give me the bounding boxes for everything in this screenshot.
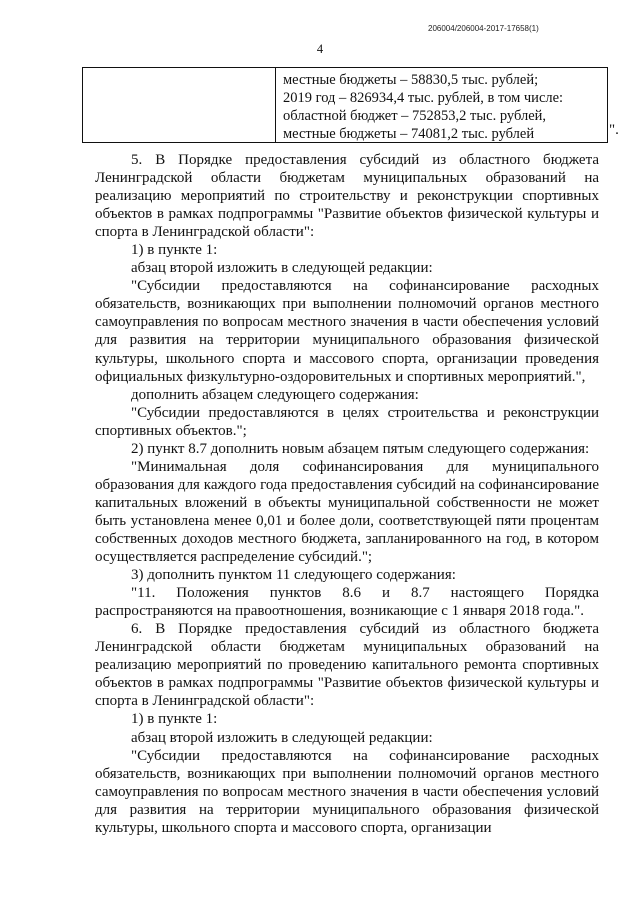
paragraph: 3) дополнить пунктом 11 следующего содержания: bbox=[131, 567, 456, 584]
page-number: 4 bbox=[316, 42, 324, 56]
paragraph: 2) пункт 8.7 дополнить новым абзацем пятым следующего содержания: bbox=[131, 440, 590, 457]
paragraph: "Минимальная доля софинансирования для муниципального образования для каждого года предоставления субсидий на софинансирование капитальных вложений в объекты муниципальной собственности не может быть установлена менее 0,01 и более доли, соответствующей пяти процентам собственных доходов местного бюджета, запланированного на год, в котором осуществляется распределение субсидий."; bbox=[95, 458, 599, 566]
table-cell-funding bbox=[283, 71, 601, 143]
closing-quote-mark: ". bbox=[609, 122, 619, 138]
paragraph: 6. В Порядке предоставления субсидий из областного бюджета Ленинградской области бюджетам муниципальных образований на реализацию мероприятий по проведению капитального ремонта спортивных объектов в рамках подпрограммы "Развитие объектов физической культуры и спорта в Ленинградской области": bbox=[95, 621, 599, 710]
table-column-divider bbox=[275, 68, 276, 142]
paragraph: 1) в пункте 1: bbox=[131, 711, 218, 728]
table-line: местные бюджеты – 58830,5 тыс. рублей; bbox=[283, 72, 539, 88]
table-line: областной бюджет – 752853,2 тыс. рублей, bbox=[283, 108, 547, 124]
table-line: 2019 год – 826934,4 тыс. рублей, в том числе: bbox=[283, 90, 564, 106]
paragraph: абзац второй изложить в следующей редакции: bbox=[131, 729, 433, 746]
continuation-table bbox=[82, 67, 608, 143]
paragraph: 5. В Порядке предоставления субсидий из областного бюджета Ленинградской области бюджетам муниципальных образований на реализацию мероприятий по строительству и реконструкции спортивных объектов в рамках подпрограммы "Развитие объектов физической культуры и спорта в Ленинградской области": bbox=[95, 152, 599, 241]
document-id: 206004/206004-2017-17658(1) bbox=[428, 24, 539, 33]
paragraph: "Субсидии предоставляются в целях строительства и реконструкции спортивных объектов."; bbox=[95, 404, 599, 439]
paragraph: "Субсидии предоставляются на софинансирование расходных обязательств, возникающих при выполнении полномочий органов местного самоуправления по вопросам местного значения в части обеспечения условий для развития на территории муниципального образования физической культуры, школьного спорта и массового спорта, организации проведения официальных физкультурно-оздоровительных и спортивных мероприятий.", bbox=[95, 278, 599, 385]
paragraph: абзац второй изложить в следующей редакции: bbox=[131, 260, 433, 277]
paragraph: 1) в пункте 1: bbox=[131, 242, 218, 259]
paragraph: дополнить абзацем следующего содержания: bbox=[131, 386, 419, 403]
paragraph: "11. Положения пунктов 8.6 и 8.7 настоящего Порядка распространяются на правоотношения, возникающие с 1 января 2018 года.". bbox=[95, 585, 599, 620]
document-body bbox=[95, 151, 599, 837]
table-line: местные бюджеты – 74081,2 тыс. рублей bbox=[283, 126, 535, 142]
paragraph: "Субсидии предоставляются на софинансирование расходных обязательств, возникающих при выполнении полномочий органов местного самоуправления по вопросам местного значения в части обеспечения условий для развития на территории муниципального образования физической культуры, школьного спорта и массового спорта, организации bbox=[95, 747, 599, 836]
